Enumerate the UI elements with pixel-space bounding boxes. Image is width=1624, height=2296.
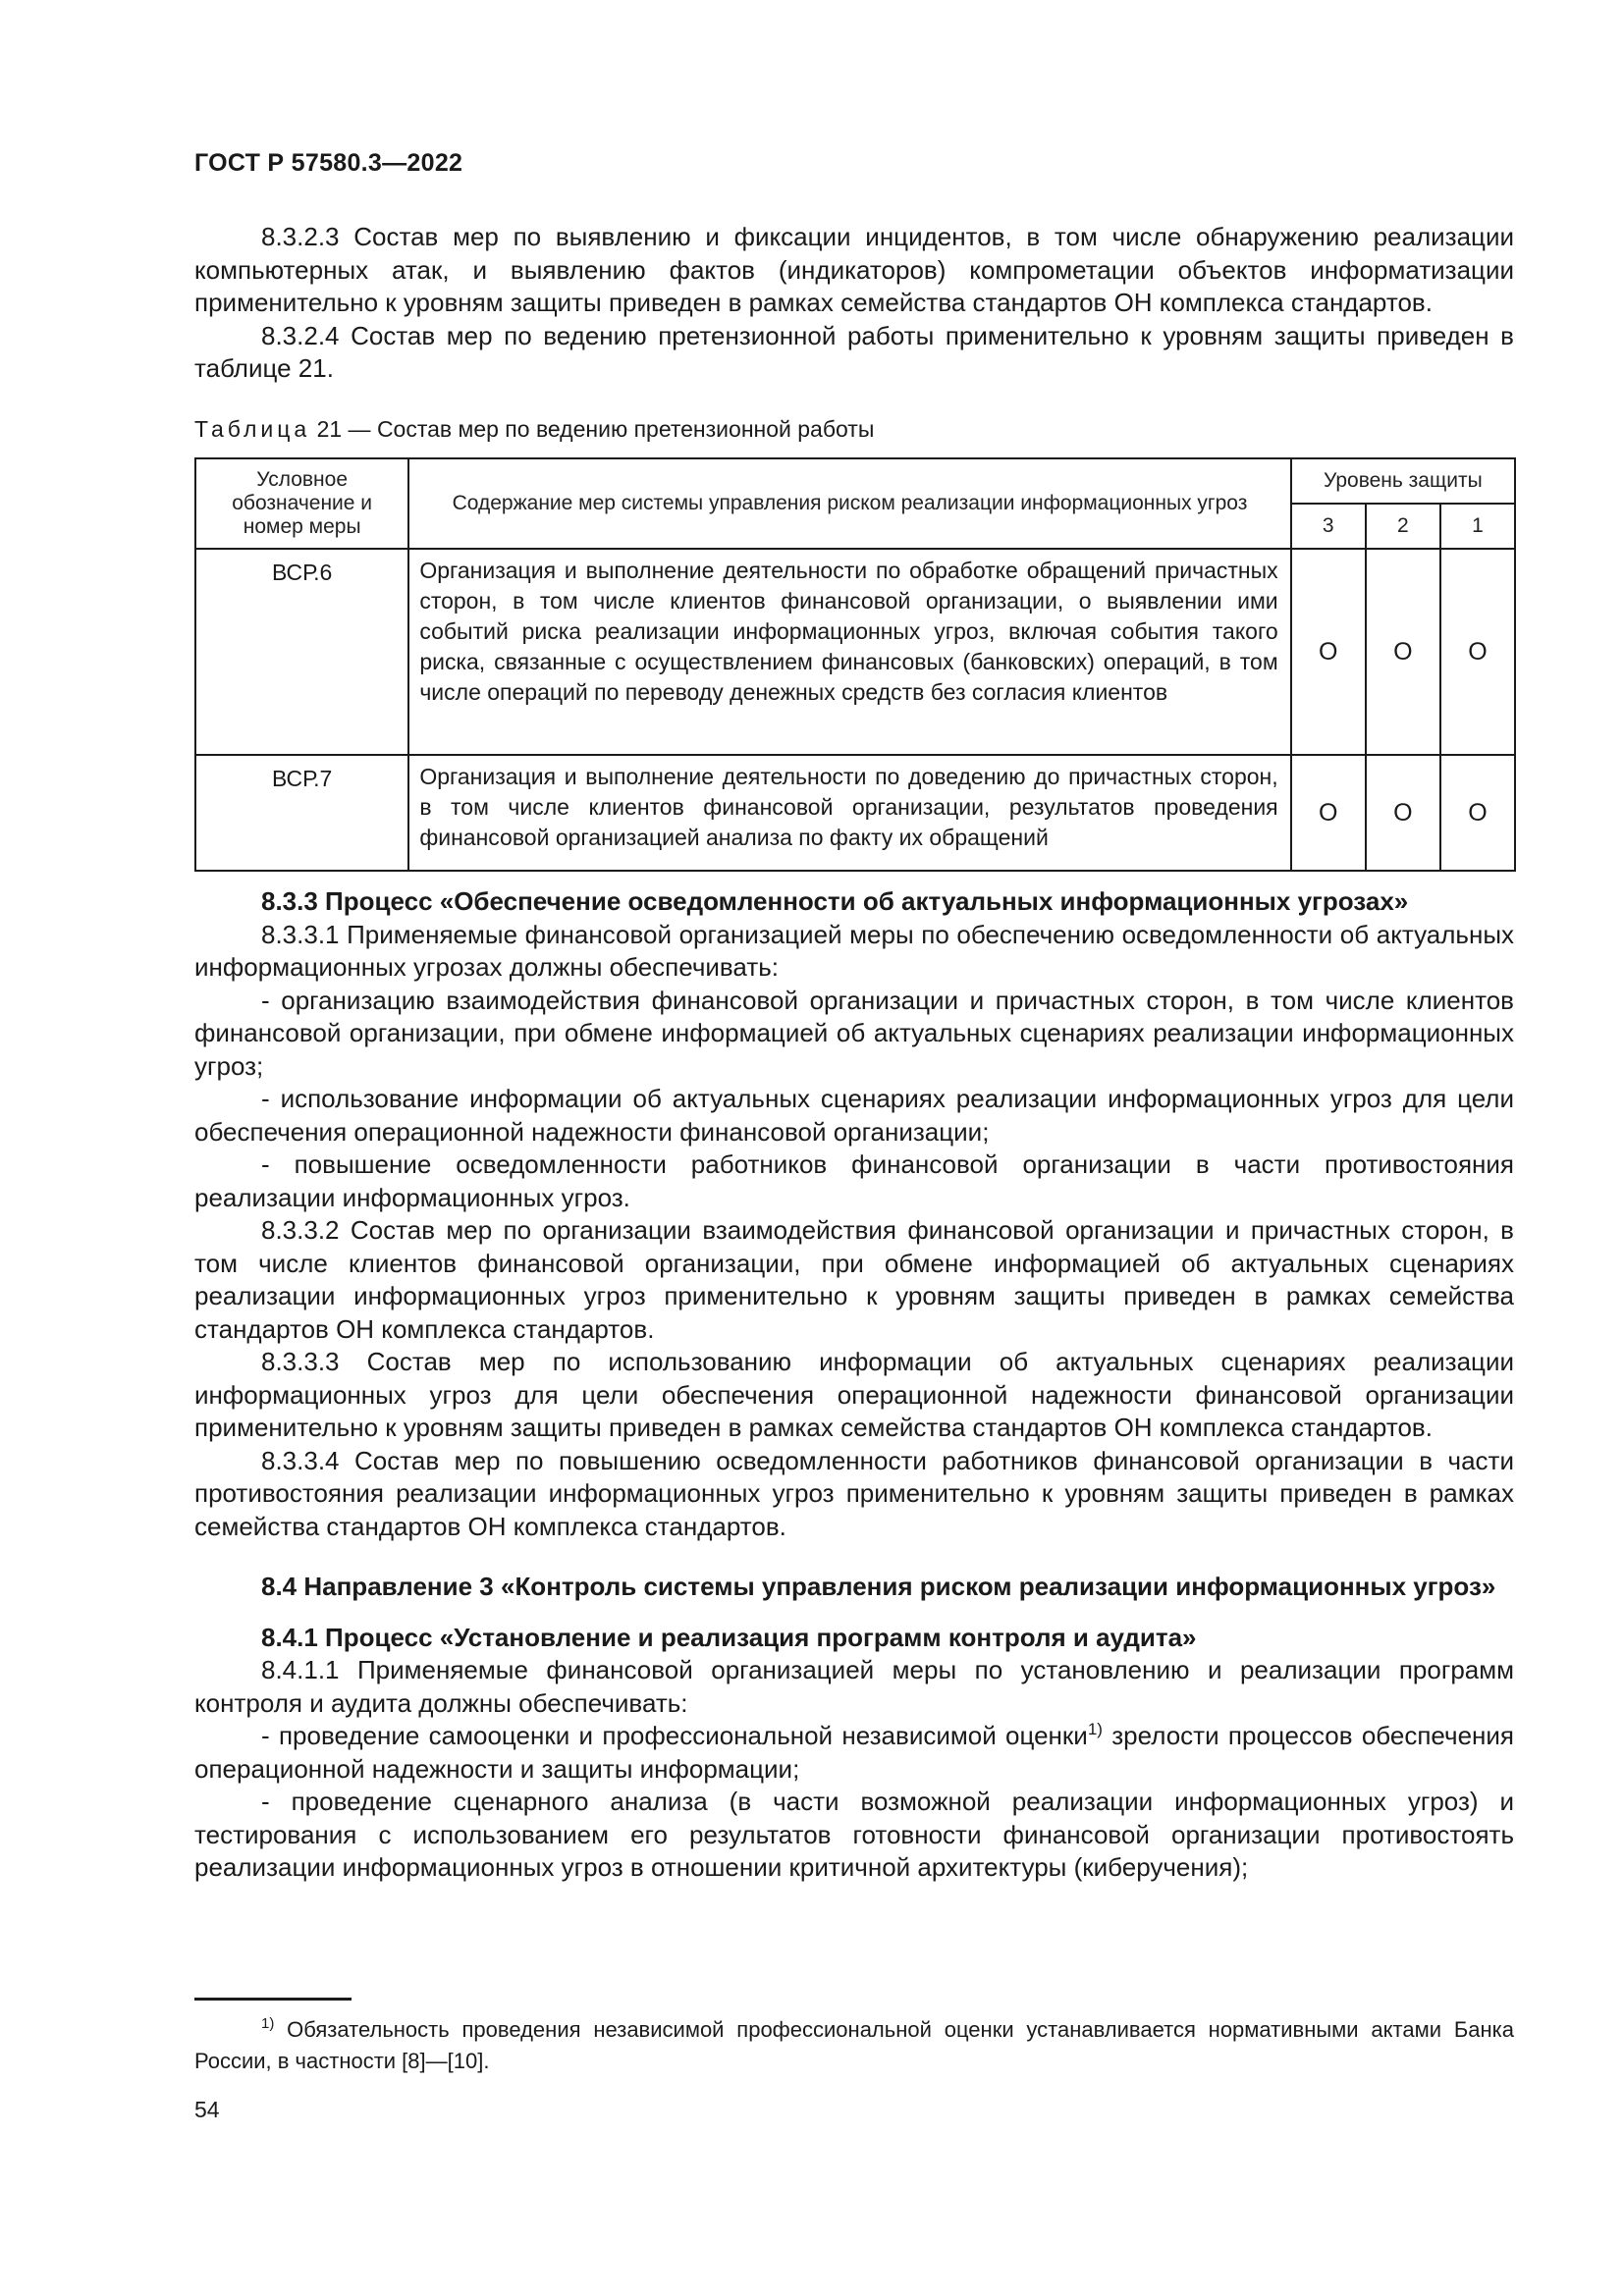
list-item: - проведение сценарного анализа (в части возможной реализации информационных угроз) и тестирования с использованием его результатов готовности финансовой организации противостоять реализации информационных угроз в отношении критичной архитектуры (киберучения); [194,1787,1514,1882]
footnote-divider [194,1998,352,2001]
measure-mark-level-3: О [1291,755,1366,871]
table-caption-title: 21 — Состав мер по ведению претензионной работы [310,416,875,442]
measure-mark-level-2: О [1366,549,1440,755]
measure-text: Организация и выполнение деятельности по обработке обращений причастных сторон, в том числе клиентов финансовой организации, о выявлении ими событий риска реализации информационных угроз, включая события такого риска, связанные с осуществлением финансовых (банковских) операций, в том числе операций по переводу денежных средств без согласия клиентов [408,549,1290,755]
footnote-mark: 1) [261,2015,275,2032]
header-level-3: 3 [1291,504,1366,549]
paragraph-8-4-1-1: 8.4.1.1 Применяемые финансовой организацией меры по установлению и реализации программ контроля и аудита должны обеспечивать: [194,1655,1514,1718]
paragraph-8-3-3-1: 8.3.3.1 Применяемые финансовой организацией меры по обеспечению осведомленности об актуальных информационных угрозах должны обеспечивать: [194,919,1514,982]
table-row [195,549,1515,755]
paragraph-8-3-3-2: 8.3.3.2 Состав мер по организации взаимодействия финансовой организации и причастных сторон, в том числе клиентов финансовой организации, при обмене информацией об актуальных сценариях реализации информационных угроз применительно к уровням защиты приведен в рамках семейства стандартов ОН комплекса стандартов. [194,1215,1514,1344]
list-item-text: зрелости процессов обеспечения операционной надежности и защиты информации; [194,1721,1514,1784]
list-item: - организацию взаимодействия финансовой организации и причастных сторон, в том числе клиентов финансовой организации, при обмене информацией об актуальных сценариях реализации информационных угроз; [194,985,1514,1081]
document-header: ГОСТ Р 57580.3—2022 [194,149,463,177]
table-caption [194,416,874,443]
measure-code: ВСР.6 [195,549,408,755]
header-content: Содержание мер системы управления риском реализации информационных угроз [408,458,1290,549]
section-heading-8-4-1: 8.4.1 Процесс «Установление и реализация программ контроля и аудита» [261,1622,1197,1652]
measure-mark-level-1: О [1440,549,1515,755]
list-item-text: - проведение самооценки и профессиональной независимой оценки [261,1721,1088,1750]
measure-code: ВСР.7 [195,755,408,871]
text-block-8-4 [194,1571,1514,1885]
list-item: - повышение осведомленности работников финансовой организации в части противостояния реализации информационных угроз. [194,1149,1514,1212]
paragraph-8-3-3-3: 8.3.3.3 Состав мер по использованию информации об актуальных сценариях реализации информационных угроз для цели обеспечения операционной надежности финансовой организации применительно к уровням защиты приведен в рамках семейства стандартов ОН комплекса стандартов. [194,1347,1514,1442]
header-code: Условное обозначение и номер меры [195,458,408,549]
table-row [195,755,1515,871]
text-block-8-3-3 [194,885,1514,1543]
header-protection-level: Уровень защиты [1291,458,1515,504]
list-item: - использование информации об актуальных сценариях реализации информационных угроз для цели обеспечения операционной надежности финансовой организации; [194,1084,1514,1147]
header-level-2: 2 [1366,504,1440,549]
measure-mark-level-1: О [1440,755,1515,871]
table-header-row [195,458,1515,504]
footnote-text: Обязательность проведения независимой профессиональной оценки устанавливается нормативными актами Банка России, в частности [8]—[10]. [194,2017,1514,2073]
paragraph-8-3-2-3: 8.3.2.3 Состав мер по выявлению и фиксации инцидентов, в том числе обнаружению реализации компьютерных атак, и выявлению фактов (индикаторов) компрометации объектов информатизации применительно к уровням защиты приведен в рамках семейства стандартов ОН комплекса стандартов. [194,222,1514,317]
list-item [194,1720,1514,1786]
section-heading-8-4: 8.4 Направление 3 «Контроль системы управления риском реализации информационных угроз» [261,1572,1496,1601]
measure-text: Организация и выполнение деятельности по доведению до причастных сторон, в том числе клиентов финансовой организации, результатов проведения финансовой организацией анализа по факту их обращений [408,755,1290,871]
table-caption-prefix: Таблица [194,416,311,442]
footnote-reference[interactable]: 1) [1087,1720,1103,1738]
header-level-1: 1 [1440,504,1515,549]
text-block-8-3-2 [194,221,1514,386]
measures-table [194,457,1516,872]
paragraph-8-3-3-4: 8.3.3.4 Состав мер по повышению осведомленности работников финансовой организации в части противостояния реализации информационных угроз применительно к уровням защиты приведен в рамках семейства стандартов ОН комплекса стандартов. [194,1445,1514,1541]
section-heading-8-3-3: 8.3.3 Процесс «Обеспечение осведомленности об актуальных информационных угрозах» [261,886,1409,916]
page-number: 54 [194,2097,220,2122]
measure-mark-level-2: О [1366,755,1440,871]
footnote [194,2014,1514,2077]
measure-mark-level-3: О [1291,549,1366,755]
paragraph-8-3-2-4: 8.3.2.4 Состав мер по ведению претензионной работы применительно к уровням защиты приведен в таблице 21. [194,320,1514,383]
